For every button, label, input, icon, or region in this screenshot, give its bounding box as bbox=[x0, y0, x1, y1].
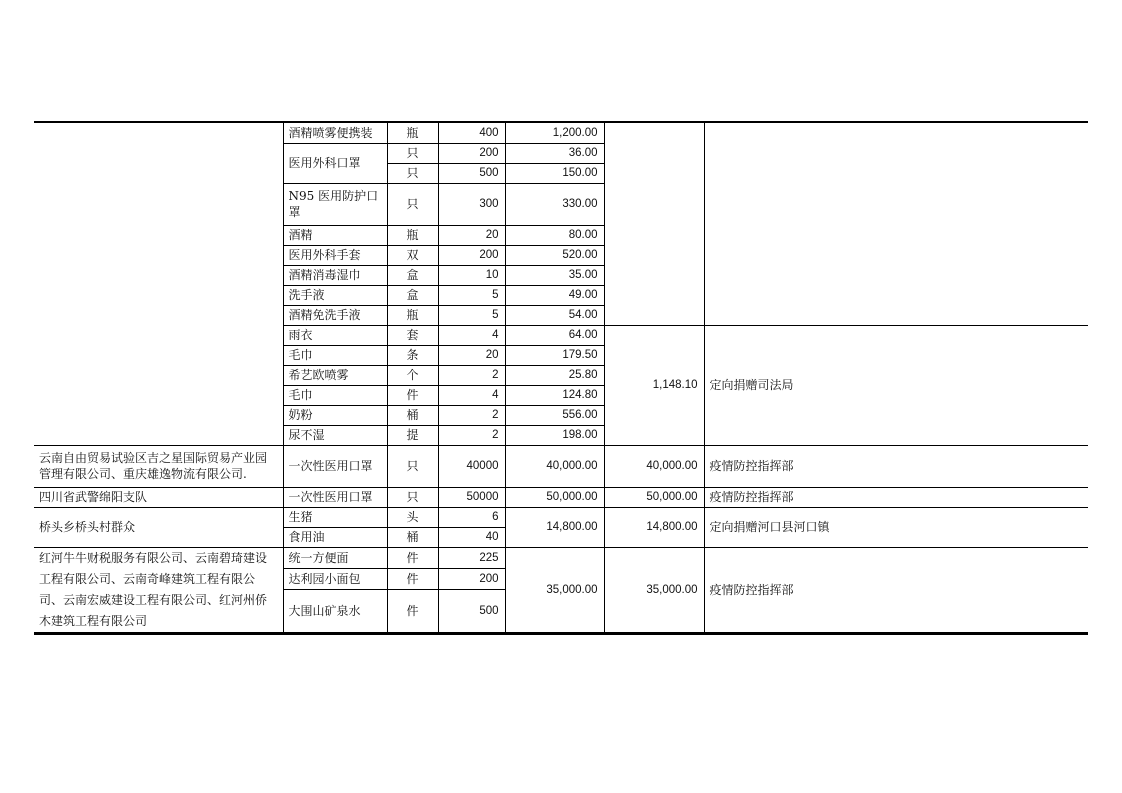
unit-cell: 件 bbox=[387, 568, 438, 589]
unit-cell: 瓶 bbox=[387, 123, 438, 143]
total-cell: 35,000.00 bbox=[604, 547, 704, 632]
unit-cell: 双 bbox=[387, 245, 438, 265]
unit-cell: 条 bbox=[387, 345, 438, 365]
unit-cell: 件 bbox=[387, 590, 438, 633]
purpose-cell bbox=[704, 123, 1088, 325]
unit-cell: 盒 bbox=[387, 265, 438, 285]
table-row bbox=[34, 445, 1088, 487]
amount-cell: 14,800.00 bbox=[505, 507, 604, 547]
qty-cell: 400 bbox=[438, 123, 505, 143]
amount-cell: 35,000.00 bbox=[505, 547, 604, 632]
purpose-cell: 定向捐赠河口县河口镇 bbox=[704, 507, 1088, 547]
amount-cell: 25.80 bbox=[505, 365, 604, 385]
unit-cell: 瓶 bbox=[387, 225, 438, 245]
item-cell: 毛巾 bbox=[283, 345, 387, 365]
item-cell: 洗手液 bbox=[283, 285, 387, 305]
unit-cell: 头 bbox=[387, 507, 438, 527]
purpose-cell: 疫情防控指挥部 bbox=[704, 445, 1088, 487]
donor-cell bbox=[34, 123, 283, 445]
amount-cell: 49.00 bbox=[505, 285, 604, 305]
amount-cell: 179.50 bbox=[505, 345, 604, 365]
amount-cell: 150.00 bbox=[505, 163, 604, 183]
item-cell: 大围山矿泉水 bbox=[283, 590, 387, 633]
total-cell: 1,148.10 bbox=[604, 325, 704, 445]
unit-cell: 只 bbox=[387, 183, 438, 225]
item-cell: 一次性医用口罩 bbox=[283, 445, 387, 487]
unit-cell: 提 bbox=[387, 425, 438, 445]
item-cell: 酒精喷雾便携装 bbox=[283, 123, 387, 143]
amount-cell: 54.00 bbox=[505, 305, 604, 325]
qty-cell: 5 bbox=[438, 285, 505, 305]
donor-cell: 四川省武警绵阳支队 bbox=[34, 487, 283, 507]
amount-cell: 50,000.00 bbox=[505, 487, 604, 507]
table-row bbox=[34, 123, 1088, 143]
item-cell: 统一方便面 bbox=[283, 547, 387, 568]
item-cell: 酒精消毒湿巾 bbox=[283, 265, 387, 285]
total-cell bbox=[604, 123, 704, 325]
total-cell: 14,800.00 bbox=[604, 507, 704, 547]
item-cell: N95 医用防护口罩 bbox=[283, 183, 387, 225]
item-cell: 尿不湿 bbox=[283, 425, 387, 445]
qty-cell: 20 bbox=[438, 225, 505, 245]
amount-cell: 40,000.00 bbox=[505, 445, 604, 487]
unit-cell: 件 bbox=[387, 547, 438, 568]
qty-cell: 40000 bbox=[438, 445, 505, 487]
item-cell: 酒精免洗手液 bbox=[283, 305, 387, 325]
table-row bbox=[34, 547, 1088, 568]
amount-cell: 36.00 bbox=[505, 143, 604, 163]
item-cell: 食用油 bbox=[283, 527, 387, 547]
unit-cell: 套 bbox=[387, 325, 438, 345]
item-cell: 达利园小面包 bbox=[283, 568, 387, 589]
donation-table bbox=[34, 123, 1088, 633]
unit-cell: 只 bbox=[387, 487, 438, 507]
unit-cell: 盒 bbox=[387, 285, 438, 305]
donor-cell: 红河牛牛财税服务有限公司、云南碧琦建设工程有限公司、云南奇峰建筑工程有限公司、云南宏威建设工程有限公司、红河州侨木建筑工程有限公司 bbox=[34, 547, 283, 632]
qty-cell: 20 bbox=[438, 345, 505, 365]
unit-cell: 只 bbox=[387, 163, 438, 183]
table-row bbox=[34, 487, 1088, 507]
total-cell: 50,000.00 bbox=[604, 487, 704, 507]
unit-cell: 个 bbox=[387, 365, 438, 385]
total-cell: 40,000.00 bbox=[604, 445, 704, 487]
purpose-cell: 定向捐赠司法局 bbox=[704, 325, 1088, 445]
amount-cell: 520.00 bbox=[505, 245, 604, 265]
item-cell: 希艺欧喷雾 bbox=[283, 365, 387, 385]
qty-cell: 200 bbox=[438, 143, 505, 163]
qty-cell: 2 bbox=[438, 405, 505, 425]
unit-cell: 件 bbox=[387, 385, 438, 405]
qty-cell: 10 bbox=[438, 265, 505, 285]
amount-cell: 556.00 bbox=[505, 405, 604, 425]
item-cell: 毛巾 bbox=[283, 385, 387, 405]
amount-cell: 80.00 bbox=[505, 225, 604, 245]
unit-cell: 桶 bbox=[387, 405, 438, 425]
qty-cell: 5 bbox=[438, 305, 505, 325]
table-row bbox=[34, 507, 1088, 527]
amount-cell: 64.00 bbox=[505, 325, 604, 345]
qty-cell: 300 bbox=[438, 183, 505, 225]
item-cell: 雨衣 bbox=[283, 325, 387, 345]
amount-cell: 35.00 bbox=[505, 265, 604, 285]
item-cell: 医用外科口罩 bbox=[283, 143, 387, 183]
item-cell: 奶粉 bbox=[283, 405, 387, 425]
item-cell: 酒精 bbox=[283, 225, 387, 245]
item-cell: 生猪 bbox=[283, 507, 387, 527]
qty-cell: 2 bbox=[438, 425, 505, 445]
unit-cell: 只 bbox=[387, 143, 438, 163]
item-cell: 一次性医用口罩 bbox=[283, 487, 387, 507]
qty-cell: 4 bbox=[438, 325, 505, 345]
unit-cell: 桶 bbox=[387, 527, 438, 547]
item-cell: 医用外科手套 bbox=[283, 245, 387, 265]
qty-cell: 500 bbox=[438, 590, 505, 633]
qty-cell: 4 bbox=[438, 385, 505, 405]
qty-cell: 6 bbox=[438, 507, 505, 527]
qty-cell: 2 bbox=[438, 365, 505, 385]
qty-cell: 200 bbox=[438, 568, 505, 589]
unit-cell: 只 bbox=[387, 445, 438, 487]
qty-cell: 500 bbox=[438, 163, 505, 183]
qty-cell: 225 bbox=[438, 547, 505, 568]
amount-cell: 198.00 bbox=[505, 425, 604, 445]
donor-cell: 桥头乡桥头村群众 bbox=[34, 507, 283, 547]
donor-cell: 云南自由贸易试验区吉之星国际贸易产业园管理有限公司、重庆雄逸物流有限公司. bbox=[34, 445, 283, 487]
qty-cell: 50000 bbox=[438, 487, 505, 507]
amount-cell: 1,200.00 bbox=[505, 123, 604, 143]
purpose-cell: 疫情防控指挥部 bbox=[704, 487, 1088, 507]
donation-table-page bbox=[34, 121, 1088, 635]
amount-cell: 124.80 bbox=[505, 385, 604, 405]
qty-cell: 200 bbox=[438, 245, 505, 265]
unit-cell: 瓶 bbox=[387, 305, 438, 325]
qty-cell: 40 bbox=[438, 527, 505, 547]
amount-cell: 330.00 bbox=[505, 183, 604, 225]
purpose-cell: 疫情防控指挥部 bbox=[704, 547, 1088, 632]
